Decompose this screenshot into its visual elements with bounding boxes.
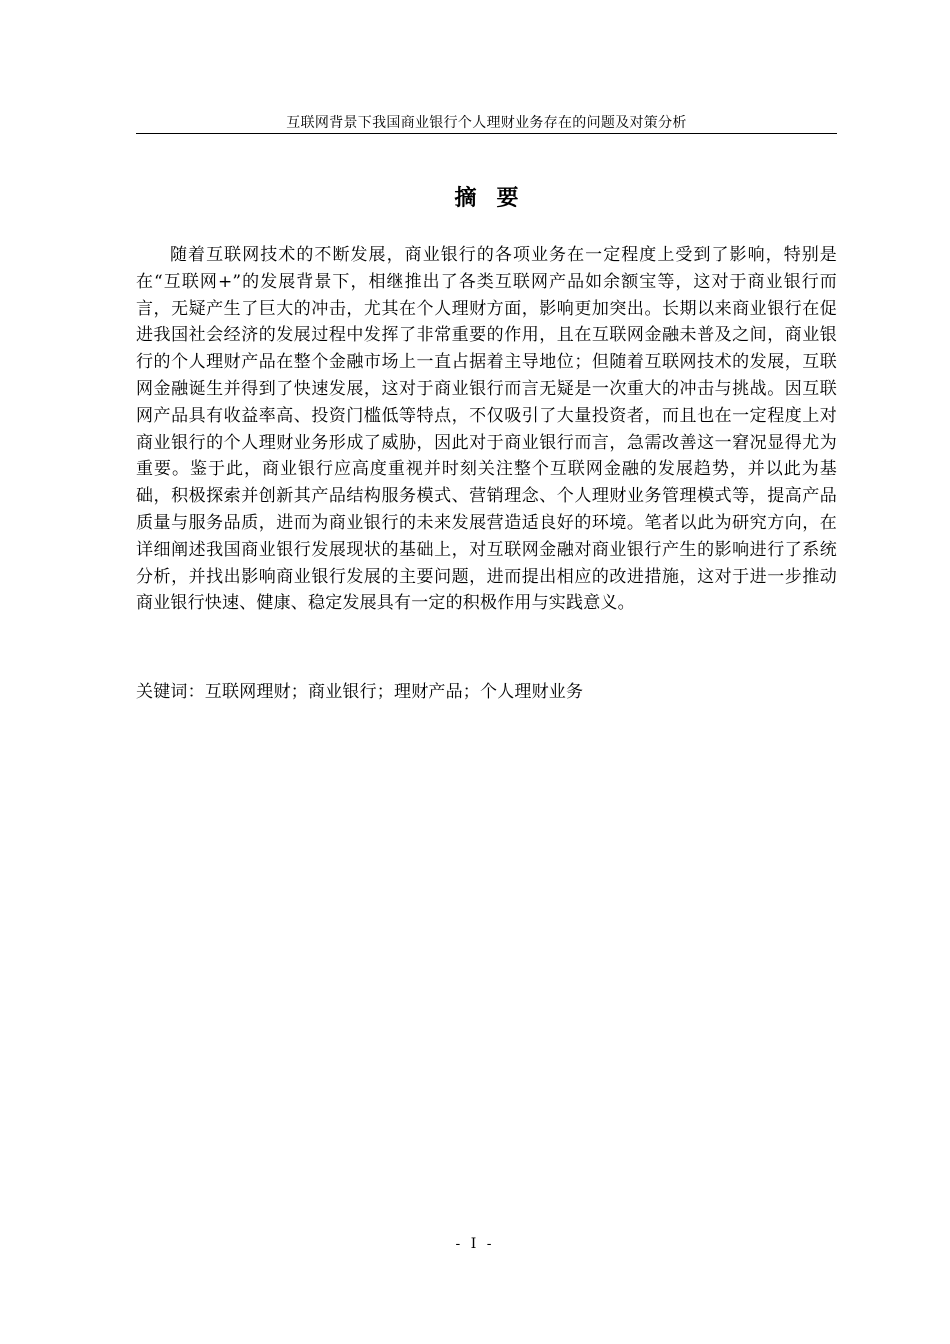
abstract-paragraph: 随着互联网技术的不断发展，商业银行的各项业务在一定程度上受到了影响，特别是在“互联网+”的发展背景下，相继推出了各类互联网产品如余额宝等，这对于商业银行而言，无疑产生了巨大的冲击，尤其在个人理财方面，影响更加突出。长期以来商业银行在促进我国社会经济的发展过程中发挥了非常重要的作用，且在互联网金融未普及之间，商业银行的个人理财产品在整个金融市场上一直占据着主导地位；但随着互联网技术的发展，互联网金融诞生并得到了快速发展，这对于商业银行而言无疑是一次重大的冲击与挑战。因互联网产品具有收益率高、投资门槛低等特点，不仅吸引了大量投资者，而且也在一定程度上对商业银行的个人理财业务形成了威胁，因此对于商业银行而言，急需改善这一窘况显得尤为重要。鉴于此，商业银行应高度重视并时刻关注整个互联网金融的发展趋势，并以此为基础，积极探索并创新其产品结构服务模式、营销理念、个人理财业务管理模式等，提高产品质量与服务品质，进而为商业银行的未来发展营造适良好的环境。笔者以此为研究方向，在详细阐述我国商业银行发展现状的基础上，对互联网金融对商业银行产生的影响进行了系统分析，并找出影响商业银行发展的主要问题，进而提出相应的改进措施，这对于进一步推动商业银行快速、健康、稳定发展具有一定的积极作用与实践意义。 [136,245,837,614]
page-number: - I - [455,1236,495,1252]
page-title: 摘要 [454,186,539,211]
keywords-line: 关键词：互联网理财；商业银行；理财产品；个人理财业务 [136,682,584,702]
running-header: 互联网背景下我国商业银行个人理财业务存在的问题及对策分析 [286,115,687,131]
header-divider [136,133,837,134]
